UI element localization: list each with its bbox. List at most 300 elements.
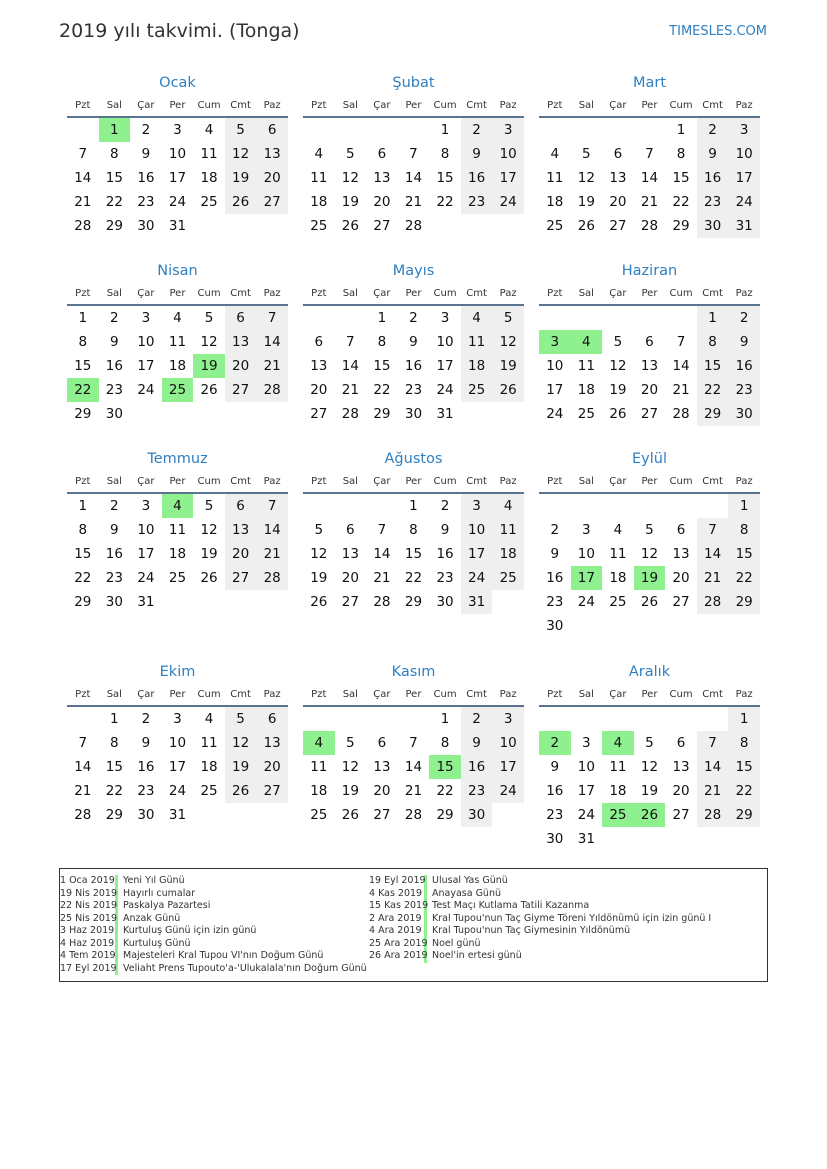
weekday-label: Cum	[669, 287, 693, 299]
weekday-header	[539, 94, 760, 118]
empty-cell	[67, 118, 99, 142]
month-name: Eylül	[632, 451, 667, 467]
weekday-label: Sal	[106, 99, 122, 111]
day-cell: 31	[436, 406, 454, 422]
month-block	[539, 661, 760, 851]
day-cell: 21	[74, 194, 92, 210]
month-block	[67, 72, 288, 238]
weekday-label: Çar	[373, 287, 391, 299]
month-block	[67, 260, 288, 426]
legend-row	[60, 913, 367, 926]
weekend-day-cell: 6	[256, 707, 288, 731]
day-cell: 1	[440, 122, 450, 138]
day-cell: 23	[137, 194, 155, 210]
weekday-header	[67, 683, 288, 707]
weekend-day-cell: 23	[461, 779, 493, 803]
weekday-label: Paz	[735, 475, 753, 487]
legend-date: 4 Haz 2019	[60, 938, 118, 951]
month-block	[67, 661, 288, 827]
day-cell: 11	[609, 546, 627, 562]
weekday-label: Çar	[137, 688, 155, 700]
legend-row	[369, 875, 711, 888]
empty-cell	[571, 707, 603, 731]
weekend-day-cell: 7	[697, 518, 729, 542]
weekday-label: Per	[405, 688, 422, 700]
day-cell: 28	[74, 218, 92, 234]
weekend-day-cell: 1	[728, 494, 760, 518]
day-cell: 29	[436, 807, 454, 823]
weekday-label: Cmt	[230, 688, 251, 700]
weekday-label: Cmt	[702, 99, 723, 111]
day-cell: 18	[200, 170, 218, 186]
weekday-label: Cum	[197, 287, 221, 299]
day-cell: 14	[341, 358, 359, 374]
weekday-label: Cmt	[230, 475, 251, 487]
weekday-label: Paz	[499, 287, 517, 299]
day-cell: 31	[168, 218, 187, 234]
day-cell: 1	[110, 711, 119, 727]
weekday-label: Per	[169, 287, 186, 299]
weekend-day-cell: 8	[728, 518, 760, 542]
empty-cell	[366, 118, 398, 142]
weekday-label: Paz	[735, 688, 753, 700]
legend-holiday-name: Test Maçı Kutlama Tatili Kazanma	[432, 900, 590, 911]
day-cell: 5	[204, 498, 214, 514]
weekday-label: Sal	[578, 688, 594, 700]
legend-date: 4 Kas 2019	[369, 888, 427, 901]
day-grid	[539, 707, 760, 851]
day-cell: 3	[173, 122, 182, 138]
site-logo[interactable]: TIMESLES.COM	[669, 24, 767, 39]
month-block	[539, 260, 760, 426]
day-cell: 30	[546, 618, 564, 634]
day-grid	[303, 118, 524, 238]
weekend-day-cell: 28	[256, 378, 288, 402]
holiday-day-cell: 4	[162, 494, 194, 518]
legend-holiday-name: Kral Tupou'nun Taç Giyme Töreni Yıldönümü için izin günü I	[432, 912, 712, 924]
day-cell: 6	[346, 522, 355, 538]
day-cell: 26	[310, 594, 328, 610]
month-block	[303, 448, 524, 614]
day-cell: 30	[105, 594, 123, 610]
day-cell: 16	[546, 570, 564, 586]
day-cell: 11	[310, 170, 328, 186]
day-cell: 4	[173, 310, 182, 326]
weekday-label: Çar	[137, 475, 155, 487]
weekday-label: Çar	[609, 688, 627, 700]
day-cell: 30	[137, 807, 155, 823]
weekday-label: Sal	[106, 688, 122, 700]
holiday-day-cell: 19	[193, 354, 225, 378]
day-cell: 8	[440, 146, 450, 162]
weekday-label: Sal	[578, 475, 594, 487]
weekend-day-cell: 24	[492, 779, 524, 803]
day-cell: 25	[168, 570, 187, 586]
weekend-day-cell: 26	[492, 378, 524, 402]
weekday-header	[303, 683, 524, 707]
month-block	[539, 72, 760, 238]
legend-holiday-name: Noel günü	[432, 937, 481, 949]
weekday-label: Sal	[106, 287, 122, 299]
day-grid	[539, 118, 760, 238]
day-cell: 16	[436, 546, 454, 562]
day-grid	[303, 494, 524, 614]
weekday-label: Sal	[578, 287, 594, 299]
weekend-day-cell: 18	[461, 354, 493, 378]
day-cell: 26	[341, 218, 359, 234]
day-cell: 10	[168, 146, 187, 162]
weekend-day-cell: 9	[728, 330, 760, 354]
day-cell: 3	[173, 711, 182, 727]
empty-cell	[697, 707, 729, 731]
weekday-header	[67, 94, 288, 118]
weekday-label: Cmt	[466, 287, 487, 299]
month-name: Mart	[632, 75, 667, 91]
day-cell: 3	[440, 310, 450, 326]
weekend-day-cell: 20	[225, 542, 257, 566]
day-cell: 25	[200, 783, 218, 799]
weekend-day-cell: 12	[492, 330, 524, 354]
day-cell: 12	[341, 759, 359, 775]
weekday-label: Çar	[609, 475, 627, 487]
day-cell: 20	[373, 194, 391, 210]
day-cell: 7	[346, 334, 355, 350]
weekend-day-cell: 22	[728, 566, 760, 590]
month-name: Mayıs	[392, 263, 435, 279]
legend-date: 26 Ara 2019	[369, 950, 428, 961]
weekday-label: Cmt	[702, 688, 723, 700]
weekday-header	[539, 470, 760, 494]
empty-cell	[539, 707, 571, 731]
day-cell: 29	[404, 594, 423, 610]
holiday-day-cell: 26	[634, 803, 666, 827]
day-cell: 26	[640, 594, 659, 610]
weekend-day-cell: 20	[256, 166, 288, 190]
weekday-label: Pzt	[75, 475, 91, 487]
day-cell: 16	[137, 759, 155, 775]
day-cell: 13	[341, 546, 359, 562]
weekend-day-cell: 23	[728, 378, 760, 402]
day-cell: 12	[341, 170, 359, 186]
empty-cell	[634, 707, 666, 731]
day-cell: 29	[105, 218, 123, 234]
empty-cell	[602, 494, 634, 518]
weekday-label: Cum	[669, 688, 693, 700]
weekend-day-cell: 29	[728, 590, 760, 614]
day-cell: 26	[609, 406, 627, 422]
weekday-label: Cum	[433, 99, 457, 111]
day-cell: 12	[609, 358, 627, 374]
day-cell: 6	[613, 146, 623, 162]
day-cell: 25	[577, 406, 595, 422]
month-block	[303, 661, 524, 827]
day-cell: 27	[672, 807, 690, 823]
weekend-day-cell: 14	[256, 518, 288, 542]
legend-row	[60, 963, 367, 976]
day-cell: 19	[609, 382, 627, 398]
weekend-day-cell: 30	[697, 214, 729, 238]
weekday-label: Paz	[735, 287, 753, 299]
weekend-day-cell: 5	[492, 306, 524, 330]
month-name: Ekim	[159, 664, 196, 680]
empty-cell	[634, 118, 666, 142]
weekend-day-cell: 30	[461, 803, 493, 827]
weekday-label: Pzt	[311, 287, 327, 299]
day-cell: 31	[168, 807, 187, 823]
weekday-label: Çar	[609, 99, 627, 111]
day-cell: 23	[546, 594, 564, 610]
day-cell: 5	[645, 735, 654, 751]
weekend-day-cell: 17	[492, 166, 524, 190]
weekend-day-cell: 28	[256, 566, 288, 590]
day-cell: 16	[105, 546, 123, 562]
day-cell: 8	[110, 735, 119, 751]
day-cell: 28	[373, 594, 391, 610]
weekend-day-cell: 26	[225, 779, 257, 803]
day-grid	[67, 494, 288, 614]
day-cell: 13	[373, 170, 391, 186]
holiday-day-cell: 4	[303, 731, 335, 755]
day-cell: 7	[409, 735, 418, 751]
day-cell: 24	[546, 406, 564, 422]
day-cell: 5	[346, 146, 355, 162]
weekday-header	[539, 282, 760, 306]
day-cell: 7	[377, 522, 387, 538]
day-cell: 2	[141, 122, 151, 138]
day-cell: 9	[440, 522, 450, 538]
day-cell: 29	[74, 594, 92, 610]
holiday-day-cell: 25	[162, 378, 194, 402]
empty-cell	[335, 118, 367, 142]
day-cell: 9	[550, 546, 560, 562]
weekend-day-cell: 3	[492, 707, 524, 731]
day-cell: 8	[78, 522, 88, 538]
day-cell: 25	[310, 807, 328, 823]
day-cell: 20	[609, 194, 627, 210]
weekend-day-cell: 29	[697, 402, 729, 426]
holiday-day-cell: 17	[571, 566, 603, 590]
day-cell: 26	[200, 570, 218, 586]
weekday-label: Per	[405, 99, 422, 111]
day-cell: 29	[672, 218, 690, 234]
weekday-label: Cum	[197, 99, 221, 111]
day-cell: 10	[137, 334, 155, 350]
day-cell: 14	[640, 170, 659, 186]
weekend-day-cell: 21	[697, 779, 729, 803]
weekday-label: Paz	[263, 688, 281, 700]
day-cell: 8	[676, 146, 686, 162]
weekday-label: Sal	[342, 475, 358, 487]
weekend-day-cell: 28	[697, 590, 729, 614]
legend-date: 15 Kas 2019	[369, 900, 429, 911]
weekday-label: Per	[641, 287, 658, 299]
day-cell: 18	[310, 783, 328, 799]
weekend-day-cell: 11	[461, 330, 493, 354]
day-cell: 4	[613, 522, 623, 538]
empty-cell	[665, 306, 697, 330]
day-cell: 13	[672, 759, 690, 775]
weekday-label: Çar	[373, 475, 391, 487]
day-grid	[67, 118, 288, 238]
day-cell: 17	[137, 358, 155, 374]
day-cell: 10	[577, 546, 595, 562]
weekend-day-cell: 30	[728, 402, 760, 426]
empty-cell	[366, 494, 398, 518]
legend-date: 4 Tem 2019	[60, 950, 118, 963]
legend-holiday-name: Yeni Yıl Günü	[123, 875, 185, 886]
weekday-label: Sal	[342, 688, 358, 700]
weekend-day-cell: 27	[225, 378, 257, 402]
day-cell: 27	[672, 594, 690, 610]
legend-holiday-name: Paskalya Pazartesi	[123, 900, 211, 911]
day-cell: 4	[204, 122, 214, 138]
day-cell: 27	[640, 406, 659, 422]
day-cell: 14	[404, 759, 423, 775]
day-cell: 25	[546, 218, 564, 234]
weekday-label: Pzt	[547, 287, 563, 299]
day-cell: 25	[200, 194, 218, 210]
day-cell: 14	[373, 546, 391, 562]
day-cell: 24	[168, 194, 187, 210]
day-cell: 18	[310, 194, 328, 210]
day-cell: 22	[436, 783, 454, 799]
weekend-day-cell: 5	[225, 707, 257, 731]
day-cell: 21	[404, 783, 423, 799]
holiday-day-cell: 3	[539, 330, 571, 354]
day-cell: 12	[310, 546, 328, 562]
day-grid	[539, 306, 760, 426]
weekend-day-cell: 23	[697, 190, 729, 214]
day-cell: 10	[577, 759, 595, 775]
weekend-day-cell: 15	[728, 542, 760, 566]
weekday-label: Çar	[609, 287, 627, 299]
legend-holiday-name: Anzak Günü	[123, 912, 181, 924]
weekday-label: Cmt	[230, 99, 251, 111]
legend-holiday-name: Noel'in ertesi günü	[432, 950, 522, 961]
legend-column-left	[60, 875, 367, 975]
day-grid	[67, 306, 288, 426]
day-cell: 5	[645, 522, 654, 538]
weekday-header	[303, 282, 524, 306]
weekday-label: Per	[641, 99, 658, 111]
weekend-day-cell: 19	[492, 354, 524, 378]
day-cell: 23	[137, 783, 155, 799]
weekday-label: Cum	[433, 287, 457, 299]
day-cell: 22	[672, 194, 690, 210]
month-name: Şubat	[392, 75, 435, 91]
empty-cell	[665, 707, 697, 731]
legend-row	[369, 913, 711, 926]
empty-cell	[366, 707, 398, 731]
weekend-day-cell: 9	[461, 731, 493, 755]
day-cell: 18	[546, 194, 564, 210]
day-cell: 11	[200, 146, 218, 162]
day-cell: 7	[645, 146, 654, 162]
weekend-day-cell: 19	[225, 166, 257, 190]
weekday-label: Per	[641, 688, 658, 700]
legend-row	[60, 875, 367, 888]
day-grid	[303, 707, 524, 827]
weekday-label: Paz	[499, 475, 517, 487]
weekend-day-cell: 14	[697, 755, 729, 779]
weekend-day-cell: 22	[697, 378, 729, 402]
weekday-label: Per	[169, 99, 186, 111]
holiday-day-cell: 1	[99, 118, 131, 142]
month-block	[303, 72, 524, 238]
legend-row	[369, 925, 711, 938]
legend-row	[369, 938, 711, 951]
empty-cell	[539, 494, 571, 518]
weekend-day-cell: 21	[697, 566, 729, 590]
day-cell: 27	[310, 406, 328, 422]
day-cell: 30	[546, 831, 564, 847]
day-cell: 18	[168, 546, 187, 562]
day-cell: 26	[200, 382, 218, 398]
day-cell: 11	[310, 759, 328, 775]
day-cell: 31	[577, 831, 595, 847]
weekend-day-cell: 24	[728, 190, 760, 214]
weekend-day-cell: 3	[728, 118, 760, 142]
day-cell: 15	[105, 170, 123, 186]
day-cell: 27	[373, 218, 391, 234]
weekend-day-cell: 14	[697, 542, 729, 566]
day-cell: 1	[409, 498, 418, 514]
day-cell: 17	[168, 759, 187, 775]
day-cell: 30	[105, 406, 123, 422]
day-cell: 9	[141, 735, 151, 751]
weekend-day-cell: 27	[225, 566, 257, 590]
empty-cell	[602, 707, 634, 731]
day-cell: 7	[78, 146, 88, 162]
day-cell: 19	[640, 783, 659, 799]
day-grid	[539, 494, 760, 638]
weekday-label: Pzt	[75, 99, 91, 111]
day-cell: 13	[672, 546, 690, 562]
legend-date: 1 Oca 2019	[60, 875, 118, 888]
weekend-day-cell: 24	[492, 190, 524, 214]
day-cell: 23	[546, 807, 564, 823]
day-cell: 6	[377, 146, 387, 162]
weekend-day-cell: 3	[461, 494, 493, 518]
weekend-day-cell: 7	[256, 494, 288, 518]
weekend-day-cell: 2	[697, 118, 729, 142]
day-cell: 21	[404, 194, 423, 210]
day-cell: 13	[609, 170, 627, 186]
weekend-day-cell: 10	[492, 142, 524, 166]
weekend-day-cell: 21	[256, 542, 288, 566]
weekend-day-cell: 22	[728, 779, 760, 803]
weekday-label: Paz	[263, 287, 281, 299]
weekday-header	[303, 94, 524, 118]
legend-row	[369, 888, 711, 901]
weekend-day-cell: 17	[461, 542, 493, 566]
weekend-day-cell: 17	[728, 166, 760, 190]
weekend-day-cell: 7	[697, 731, 729, 755]
weekend-day-cell: 20	[256, 755, 288, 779]
weekday-label: Paz	[499, 99, 517, 111]
day-cell: 21	[74, 783, 92, 799]
day-cell: 20	[373, 783, 391, 799]
weekend-day-cell: 24	[461, 566, 493, 590]
legend-row	[60, 888, 367, 901]
weekend-day-cell: 31	[728, 214, 760, 238]
weekday-header	[539, 683, 760, 707]
weekend-day-cell: 17	[492, 755, 524, 779]
weekend-day-cell: 2	[728, 306, 760, 330]
day-cell: 19	[577, 194, 595, 210]
day-cell: 29	[373, 406, 391, 422]
day-cell: 1	[78, 310, 88, 326]
